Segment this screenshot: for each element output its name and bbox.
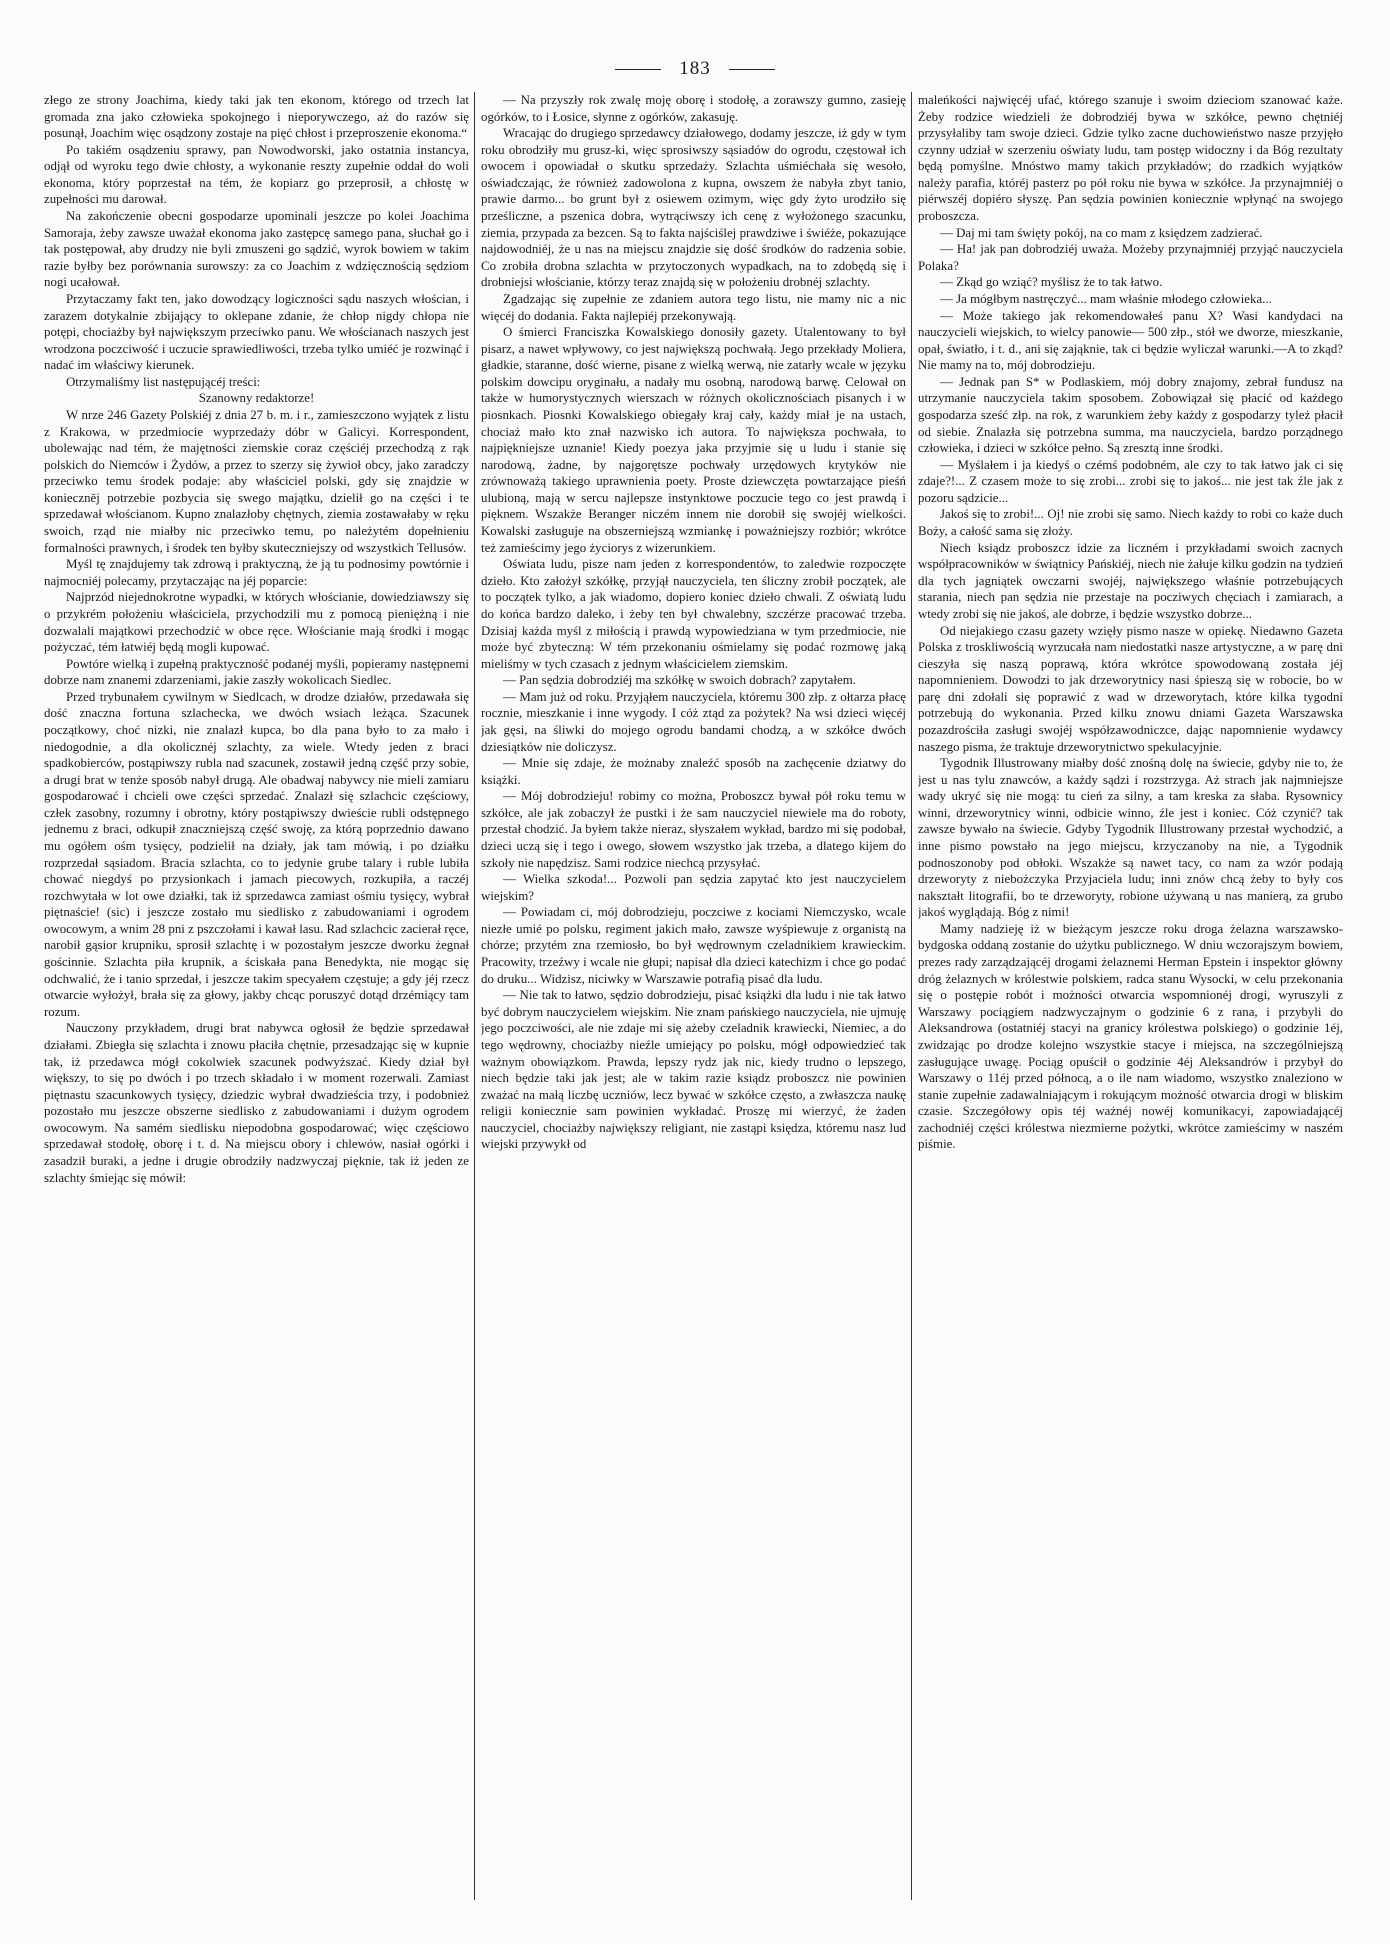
paragraph: W nrze 246 Gazety Polskiéj z dnia 27 b. m. i r., zamieszczono wyjątek z listu z Krakowa, w przedmiocie wyprzedaży dóbr w Galicyi. Korrespondent, ubolewając nad tém, że majętności ziemskie coraz częściéj przechodzą z rąk polskich do Niemców i Żydów, a przez to szerzy się żywioł obcy, jako zaradczy przeciwko temu środek podaje: aby właściciel polski, gdy się znajdzie w konieczněj potrzebie pozbycia się swego majątku, dzielił go na części i te sprzedawał włościanom. Kupno znalazłoby chętnych, ziemia zostawałaby w ręku swoich, rząd nie miałby nic przeciwko temu, po należytém dopełnieniu formalności prawnych, i środek ten byłby skuteczniejszy od wszystkich Tellusów. bbox=[44, 407, 469, 555]
column-2 bbox=[481, 92, 906, 1900]
paragraph: Zgadzając się zupełnie ze zdaniem autora tego listu, nie mamy nic a nic więcéj do dodania. Fakta najlepiéj przekonywają. bbox=[481, 291, 906, 323]
paragraph: O śmierci Franciszka Kowalskiego donosiły gazety. Utalentowany to był pisarz, a nawet wpływowy, co jest największą pochwałą. Jego przekłady Moliera, gładkie, staranne, dość wierne, pisane z wielką werwą, nie zatarły wcale w języku polskim dowcipu oryginału, a nadały mu osobną, narodową barwę. Celował on także w humorystycznych wierszach w różnych okolicznościach pisanych i w piosnkach. Piosnki Kowalskiego obiegały kraj cały, każdy miał je na ustach, chociaż mało kto znał nazwisko ich autora. To największa pochwała, to najpiękniejsze uznanie! Kiedy poezya jaka przyjmie się u ludu i stanie się narodową, żadne, by najgorętsze pochwały urzędowych krytyków nie zrównoważą takiego uprawnienia poety. Proste dziewczęta powtarzające pieśń ulubioną, mają w sercu najlepsze instynktowe poczucie tego co jest prawdą i pięknem. Wszakże Beranger niczém innem nie dorobił się swojéj wielkości. Kowalski zasługuje na obszerniejszą wzmiankę i poważniejszy rozbiór; wkrótce też zamieścimy jego życiorys z wizerunkiem. bbox=[481, 325, 906, 555]
paragraph: — Powiadam ci, mój dobrodzieju, poczciwe z kociami Niemczysko, wcale niezłe umié po polsku, regiment jakich mało, zawsze wyśpiewuje z organistą na chórze; przytém zna rzemiosło, bo był wędrownym czeladnikiem krawieckim. Pracowity, trzeźwy i wcale nie głupi; napisał dla dzieci katechizm i chce go podać do druku... Widzisz, niciwky w Warszawie potrafią pisać dla ludu. bbox=[481, 905, 906, 986]
paragraph: Od niejakiego czasu gazety wzięły pismo nasze w opiekę. Niedawno Gazeta Polska z troskliwością wyrzucała nam niedostatki nasze artystyczne, a w parę dni cieszyła się naszą poprawą, która wkrótce spowodowaną została jéj napomnieniem. Dowodzi to jak drzeworytnicy nasi śpieszą się w robocie, bo w parę dni zdołali się poprawić z wad w drzeworytach, które kilka tygodni potrzebują do wykonania. Przed kilku znowu dniami Gazeta Warszawska pozazdrościła zasługi swojéj współzawodniczce, dając napomnienie wydawcy naszego pisma, że traktuje drzeworytnictwo spekulacyjnie. bbox=[918, 623, 1343, 754]
paragraph: Na zakończenie obecni gospodarze upominali jeszcze po kolei Joachima Samoraja, żeby zawsze uważał ekonoma jako zastępcę samego pana, słuchał go i tak postępował, aby drudzy nie byli zmuszeni go sądzić, wyrok bowiem w takim razie byłby bez porównania surowszy: za co Joachim z wdzięcznością sędziom nogi ucałował. bbox=[44, 209, 469, 290]
paragraph: Mamy nadzieję iż w bieżącym jeszcze roku droga żelazna warszawsko-bydgoska oddaną zostanie do użytku publicznego. W dniu wczorajszym bowiem, prezes rady zarządzającéj drogami żelaznemi Herman Epstein i inspektor główny dróg żelaznych w królestwie polskiem, radca stanu Wysocki, w celu przekonania się o postępie robót i możności otwarcia wspomnionéj drogi, wyruszyli z Warszawy pociągiem nadzwyczajnym o godzinie 6 z rana, i przybyli do Aleksandrowa (ostatniéj stacyi na granicy królestwa polskiego) o godzinie 1éj, zwidzając po drodze kolejno wszystkie stacye i miejsca, na szczególniejszą zasługujące uwagę. Pociąg opuścił o godzinie 4éj Aleksandrów i przybył do Warszawy o 11éj przed północą, a o ile nam wiadomo, wszystko znaleziono w stanie zupełnie zadawalniającym i rokującym możność otwarcia drogi w bliskim czasie. Szczegółowy opis téj ważnéj nowéj komunikacyi, zapowiadającéj zachodniéj części królestwa niezmierne pożytki, wkrótce zamieścimy w naszém piśmie. bbox=[918, 921, 1343, 1152]
paragraph: — Nie tak to łatwo, sędzio dobrodzieju, pisać książki dla ludu i nie tak łatwo być dobrym nauczycielem wiejskim. Nie znam pańskiego nauczyciela, nie ujmuję jego poczciwości, ale nie zdaje mi się ażeby czeladnik krawiecki, Niemiec, a do tego wędrowny, chociażby nieźle umiejący po polsku, mógł odpowiedzieć tak ważnym obowiązkom. Prawda, lepszy rydz jak nic, kiedy trudno o lepszego, niech będzie taki jak jest; ale w takim razie ksiądz proboszcz nie powinien zważać na małą liczbę uczniów, lecz bywać w szkółce często, a zwłaszcza naukę religii koniecznie sam powinien wykładać. Proszę mi wierzyć, że żaden nauczyciel, chociażby największy religiant, nie zastąpi księdza, któremu nasz lud wiejski przywykł od bbox=[481, 988, 906, 1152]
paragraph: — Mam już od roku. Przyjąłem nauczyciela, któremu 300 złp. z ołtarza płacę rocznie, mieszkanie i inne wygody. I cóż ztąd za pożytek? Na wsi dzieci więcéj jak gęsi, na śliwki do mojego ogrodu bandami chodzą, a w szkółce dwóch dziesiątków nie doliczysz. bbox=[481, 689, 906, 754]
paragraph: Wracając do drugiego sprzedawcy działowego, dodamy jeszcze, iż gdy w tym roku obrodziły mu grusz-ki, więc sprosiwszy sąsiadów do ogrodu, częstował ich owocem i opowiadał o skutku sprzedaży. Szlachta uśmiéchała się wesoło, oświadczając, że również zadowolona z kupna, owszem że nabyła zbyt tanio, prawie darmo... bo grunt był z osiewem ozimym, więc gdy żyto urodziło się prześliczne, a pszenica dobra, wytrąciwszy ich cenę z wyłożonego szacunku, ziemia, przypada za bezcen. Są to fakta najściślej prawdziwe i świéże, pokazujące najdowodniéj, że u nas na miejscu znajdzie się dość środków do radzenia sobie. Co zrobiła drobna szlachta w przytoczonych wypadkach, na to zdobędą się i drobniejsi włościanie, którzy teraz znajdą się w położeniu drobnéj szlachty. bbox=[481, 126, 906, 290]
column-3 bbox=[918, 92, 1343, 1900]
column-divider bbox=[469, 92, 481, 1900]
column-1 bbox=[44, 92, 469, 1900]
paragraph: — Mnie się zdaje, że możnaby znaleźć sposób na zachęcenie dziatwy do książki. bbox=[481, 756, 906, 787]
paragraph: — Ja mógłbym nastręczyć... mam właśnie młodego człowieka... bbox=[940, 291, 1272, 306]
header-rule-right bbox=[729, 69, 775, 70]
paragraph: Nauczony przykładem, drugi brat nabywca ogłosił że będzie sprzedawał działami. Zbiegła się szlachta i znowu płaciła chętnie, przesadzając się w kupnie tak, iż przedawca mógł cokolwiek szacunek podwyższać. Kiedy dział był większy, to się po dwóch i po trzech składało i w moment rozerwali. Zamiast piętnastu szacunkowych tysięcy, dziedzic wybrał dwadzieścia trzy, i podobnież pozostało mu jeszcze obszerne siedlisko z zabudowaniami i dużym ogrodem owocowym. Na samém siedlisku niepodobna gospodarować; więc częściowo sprzedawał stodołę, oborę i t. d. Na miejscu obory i chlewów, nasiał ogórki i zasadził buraki, a jedne i drugie obrodziły nadzwyczaj pięknie, tak iż jeden ze szlachty śmiejąc się mówił: bbox=[44, 1021, 469, 1185]
paragraph: — Może takiego jak rekomendowałeś panu X? Wasi kandydaci na nauczycieli wiejskich, to wielcy panowie— 500 złp., stół we dworze, mieszkanie, opał, światło, i t. d., ani się zająknie, tak ci będzie wyliczał warunki.—A to zkąd? Nie mamy na to, mój dobrodzieju. bbox=[918, 308, 1343, 373]
paragraph: Tygodnik Illustrowany miałby dość znośną dolę na świecie, gdyby nie to, że jest u nas tylu znawców, a każdy sądzi i rozstrzyga. Aż strach jak najmniejsze wady ukryć się nie mogą: tu cień za silny, a tam kreska za słaba. Rysownicy winni, drzeworytnicy winni, odbicie winno, źle jest i koniec. Cóż czynić? tak zawsze bywało na świecie. Gdyby Tygodnik Illustrowany przestał wychodzić, a inne pismo powstało na jego miejscu, krzyczanoby na nie, a Tygodnik podnoszonoby pod obłoki. Wszakże są nawet tacy, co nam za wzór podają drzeworyty z niebożczyka Przyjaciela ludu; inni znów chcą żeby to były cos nakształt litografii, bo te drzeworyty, robione używaną u nas manierą, za grubo jakoś wyglądają. Bóg z nimi! bbox=[918, 756, 1343, 920]
page-number: 183 bbox=[679, 58, 711, 79]
paragraph: Przed trybunałem cywilnym w Siedlcach, w drodze działów, przedawała się dość znaczna fortuna szlachecka, we dwóch wsiach leżąca. Szacunek początkowy, choć nizki, nie znalazł kupca, bo dla pana było to za mało i niedogodnie, a dla okolicznéj szlachty, za wiele. Wtedy jeden z braci spadkobierców, postąpiwszy rubla nad szacunek, zostawił jedną część przy sobie, a drugi brat w tenże sposób nabył drugą. Ale obadwaj nabywcy nie mieli zamiaru gospodarować i chcieli owe części sprzedać. Znalazł się szlachcic częściowy, człek zasobny, rozumny i obrotny, który postąpiwszy dwieście rubli odstępnego jednemu z braci, odkupił znaczniejszą część swoję, za którą poprzednio dawano mu ogółem ośm tysięcy, podzielił na działy, jak tam mówią, i po działku rozprzedał sąsiadom. Bracia szlachta, co to jedynie grube talary i ruble lubiła chować niegdyś po przysionkach i jamach piecowych, rozkupiła, a raczéj rozchwytała w lot owe działki, tak iż sprzedawca zamiast ośmiu tysięcy, wybrał piętnaście! (sic) i jeszcze zostało mu siedlisko z zabudowaniami i ogrodem owocowym, a wnim 28 pni z pszczołami i kawał lasu. Rad szlachcic zacierał ręce, narobił gąsior krupniku, sprosił szlachtę i w pozostałym jeszcze dworku żegnał gościnnie. Szlachta piła krupnik, a ściskała pana Benedykta, nie mogąc się odchwalić, że i tanio sprzedał, i jeszcze takim specyałem częstuje; a gdy jéj rzecz otwarcie wyłożył, brała się za głowy, jakby chcąc poruszyć dotąd drzémiący tam rozum. bbox=[44, 689, 469, 1019]
paragraph: Otrzymaliśmy list następującéj treści: bbox=[66, 374, 261, 389]
paragraph: — Wielka szkoda!... Pozwoli pan sędzia zapytać kto jest nauczycielem wiejskim? bbox=[481, 872, 906, 903]
page-header bbox=[0, 56, 1390, 82]
paragraph: maleńkości najwięcéj ufać, którego szanuje i swoim dzieciom szanować każe. Żeby rodzice wiedzieli że dobrodziéj bywa w szkółce, pewno chętniéj przysyłaliby tam swoje dzieci. Gdzie tylko zacne duchowieństwo nasze przyjęło czynny udział w szerzeniu oświaty ludu, tam postęp widoczny i da Bóg rezultaty będą pomyślne. Mnóstwo mamy takich przykładów; do rzadkich wyjątków należy parafia, któréj pasterz po pół roku nie bywa w szkółce. Ja przynajmniéj o piérwszéj dopiéro słyszę. Pan sędzia powinien koniecznie wpłynąć na swojego proboszcza. bbox=[918, 93, 1343, 224]
paragraph: — Mój dobrodzieju! robimy co można, Proboszcz bywał pół roku temu w szkółce, ale jak zobaczył że pustki i że sam nauczyciel niewiele ma do roboty, przestał chodzić. Ja byłem także nieraz, słyszałem wykład, bardzo mi się podobał, dzieci uczą się i tego i owego, słowem wszystko jak trzeba, a dlatego kijem do szkoły nie napędzisz. Sami rodzice niechcą przysyłać. bbox=[481, 789, 906, 870]
text-columns bbox=[44, 92, 1344, 1900]
paragraph: Przytaczamy fakt ten, jako dowodzący logiczności sądu naszych włościan, i zarazem dotykalnie zbijający to oklepane zdanie, że chłop nigdy chłopa nie potępi, chociażby był największym przeciwko panu. We włościanach naszych jest wrodzona poczciwość i uczucie sprawiedliwości, trzeba tylko umiéć je rozwinąć i nadać im właściwy kierunek. bbox=[44, 291, 469, 373]
paragraph: Po takiém osądzeniu sprawy, pan Nowodworski, jako ostatnia instancya, odjął od wyroku tego dwie chłosty, a wykonanie reszty zupełnie oddał do woli ekonoma, który poprzestał na tém, że kopiarz go przeprosił, a chłostę w zupełności mu darował. bbox=[44, 142, 469, 207]
paragraph: Oświata ludu, pisze nam jeden z korrespondentów, to zaledwie rozpoczęte dzieło. Kto założył szkółkę, przyjął nauczyciela, ten śliczny zrobił początek, ale to początek tylko, a jak wiadomo, dopiero koniec dzieło chwali. Z oświatą ludu do końca bardzo daleko, i żeby ten był chwalebny, szczérze pracować trzeba. Dzisiaj każda myśl z miłością i prawdą wypowiedziana w tym przedmiocie, nie może być zbyteczną: W tém przekonaniu ośmielamy się podać rozmowę jaką mieliśmy w tych czasach z jednym właścicielem ziemskim. bbox=[481, 557, 906, 671]
paragraph: — Pan sędzia dobrodziéj ma szkółkę w swoich dobrach? zapytałem. bbox=[503, 673, 856, 688]
paragraph: — Zkąd go wziąć? myślisz że to tak łatwo. bbox=[940, 275, 1163, 290]
paragraph: — Myślałem i ja kiedyś o czémś podobném, ale czy to tak łatwo jak ci się zdaje?!... Z czasem może to się zrobi... zrobi się to jakoś... nie jest tak źle jak z pozoru sądzicie... bbox=[918, 457, 1343, 505]
paragraph: — Daj mi tam święty pokój, na co mam z księdzem zadzierać. bbox=[940, 225, 1263, 240]
paragraph: Najprzód niejednokrotne wypadki, w których włościanie, dowiedziawszy się o przykrém położeniu właściciela, przychodzili mu z pomocą pieniężną i nie dozwalali majątkowi przechodzić w obce ręce. Włościanie mają środki i mogąc pożyczać, tém łatwiéj będą mogli kupować. bbox=[44, 590, 469, 655]
paragraph: Myśl tę znajdujemy tak zdrową i praktyczną, że ją tu podnosimy powtórnie i najmocniéj polecamy, przytaczając na jéj poparcie: bbox=[44, 557, 469, 588]
paragraph: Powtóre wielką i zupełną praktyczność podanéj myśli, popieramy następnemi dobrze nam znanemi zdarzeniami, jakie zaszły wokolicach Siedlec. bbox=[44, 656, 469, 688]
paragraph: Niech ksiądz proboszcz idzie za liczném i przykładami swoich zacnych współpracowników w świątnicy Pańskiéj, niech nie żałuje kilku godzin na tydzień dla tych jagniątek owczarni swojéj, największego właśnie potrzebujących starania, niech pan sędzia nie przestaje na pocziwych chęciach i zamiarach, a wtedy zrobi się nie jakoś, ale dobrze, i będzie wszystko dobrze... bbox=[918, 540, 1343, 621]
paragraph: — Ha! jak pan dobrodziéj uważa. Możeby przynajmniéj przyjąć nauczyciela Polaka? bbox=[918, 242, 1343, 273]
paragraph: Jakoś się to zrobi!... Oj! nie zrobi się samo. Niech każdy to robi co każe duch Boży, a całość sama się złoży. bbox=[918, 507, 1343, 539]
paragraph: — Jednak pan S* w Podlaskiem, mój dobry znajomy, zebrał fundusz na utrzymanie nauczyciela takim sposobem. Zobowiązał się płacić od każdego gospodarza sześć złp. na rok, z warunkiem żeby każdy z gospodarzy tyleż płacił od siebie. Znalazła się potrzebna summa, ma nauczyciela, bardzo porządnego człowieka, i dzieci w szkółce pełno. Są zresztą inne środki. bbox=[918, 374, 1343, 456]
letter-salutation: Szanowny redaktorze! bbox=[198, 391, 315, 406]
header-rule-left bbox=[615, 69, 661, 70]
paragraph: — Na przyszły rok zwalę moję oborę i stodołę, a zorawszy gumno, zasieję ogórków, to i Łosice, słynne z ogórków, zakasuję. bbox=[481, 93, 906, 124]
paragraph: złego ze strony Joachima, kiedy taki jak ten ekonom, którego od trzech lat gromada zna jako człowieka spokojnego i nieporywczego, aż do razów się posunął, Joachim więc osądzony zostaje na pięć chłost i przeproszenie ekonoma.“ bbox=[44, 93, 469, 141]
column-divider bbox=[906, 92, 918, 1900]
